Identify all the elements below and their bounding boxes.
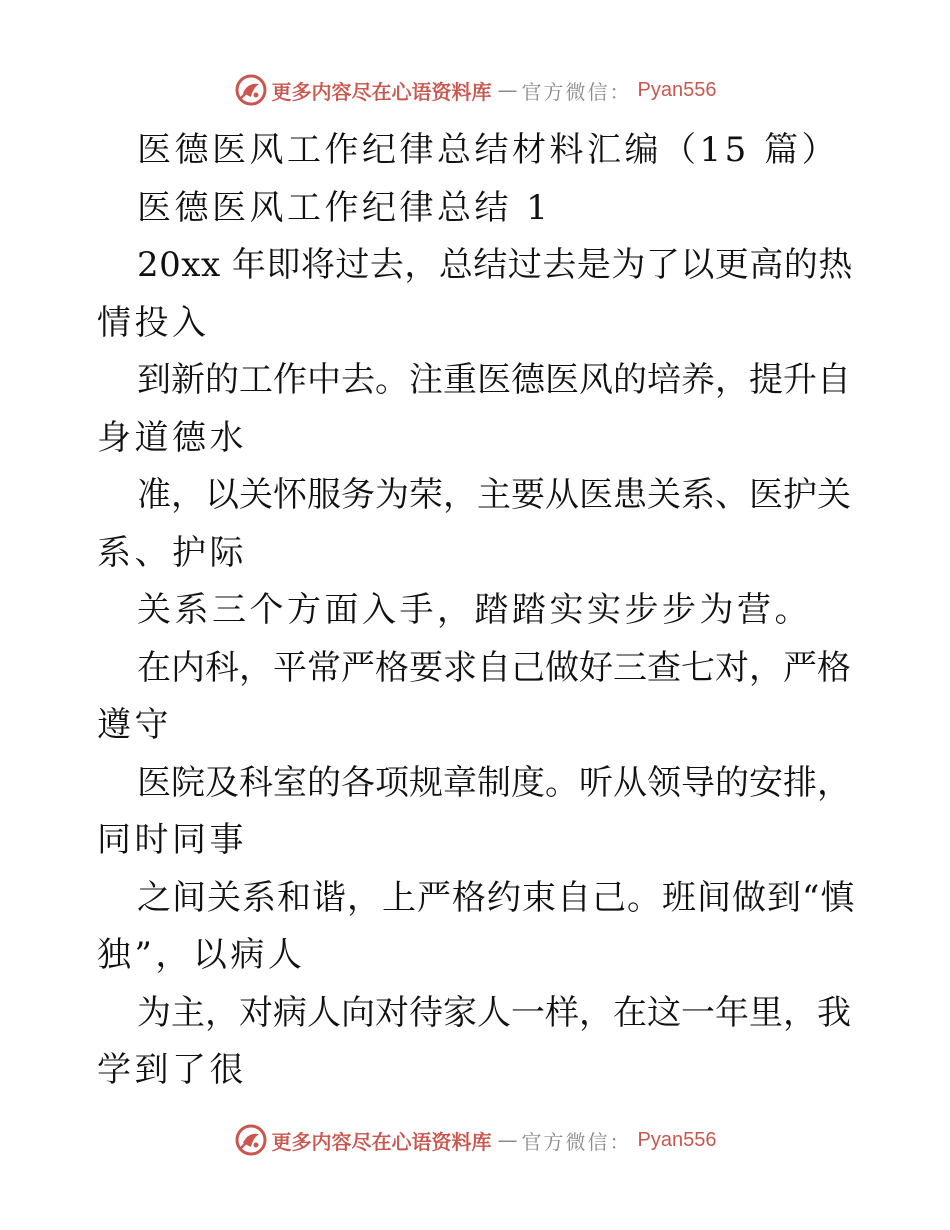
document-body [97, 122, 857, 1100]
paragraph-line: 系、护际 [97, 532, 247, 573]
paragraph-line: 为主，对病人向对待家人一样，在这一年里，我 [137, 992, 851, 1033]
paragraph-line: 之间关系和谐，上严格约束自己。班间做到“慎 [137, 877, 856, 918]
document-title: 医德医风工作纪律总结材料汇编（15 篇） [137, 130, 840, 170]
footer-banner [0, 1120, 950, 1160]
banner-wechat-id: Pyan556 [637, 78, 717, 101]
paragraph-line: 关系三个方面入手，踏踏实实步步为营。 [137, 590, 812, 630]
paragraph-line: 医院及科室的各项规章制度。听从领导的安排， [137, 762, 851, 803]
paragraph-line: 遵守 [97, 705, 172, 745]
banner-title: 更多内容尽在心语资料库 [271, 1129, 492, 1154]
paragraph-line: 准，以关怀服务为荣，主要从医患关系、医护关 [137, 475, 851, 515]
paragraph-line: 在内科，平常严格要求自己做好三查七对，严格 [137, 647, 851, 688]
header-banner [0, 70, 950, 110]
banner-title: 更多内容尽在心语资料库 [271, 79, 492, 104]
banner-wechat-label: 官方微信： [521, 1129, 632, 1154]
paragraph-line: 20xx 年即将过去，总结过去是为了以更高的热 [137, 245, 853, 285]
logo-icon [234, 1123, 268, 1157]
paragraph-line: 同时同事 [97, 820, 247, 860]
section-heading: 医德医风工作纪律总结 1 [137, 187, 552, 228]
paragraph-line: 到新的工作中去。注重医德医风的培养，提升自 [137, 360, 851, 400]
paragraph-line: 身道德水 [97, 417, 247, 458]
paragraph-line: 独”，以病人 [97, 935, 306, 975]
logo-icon [234, 73, 268, 107]
paragraph-line: 情投入 [97, 302, 210, 343]
banner-separator: — [497, 1128, 518, 1152]
banner-wechat-id: Pyan556 [637, 1128, 717, 1151]
banner-wechat-label: 官方微信： [521, 79, 632, 104]
paragraph-line: 学到了很 [97, 1050, 247, 1090]
banner-separator: — [497, 78, 518, 102]
